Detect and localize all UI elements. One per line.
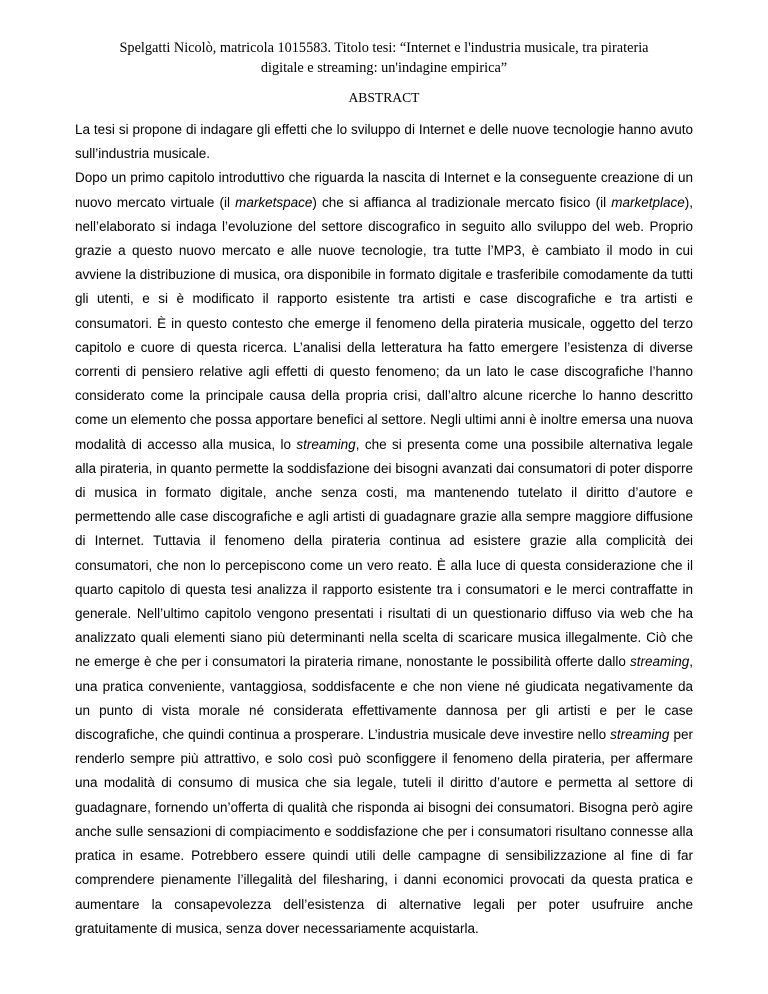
paragraph-2-text: ), nell’elaborato si indaga l’evoluzione del settore discografico in seguito allo sviluppo del web. Proprio grazie a questo nuovo mercato e alle nuove tecnologie, tra tutte l’MP3, è cambiato il modo in cui avviene la distribuzione di musica, ora disponibile in formato digitale e trasferibile comodamente da tutti gli utenti, e si è modificato il rapporto esistente tra artisti e case discografiche e tra artisti e consumatori. È in questo contesto che emerge il fenomeno della pirateria musicale, oggetto del terzo capitolo e cuore di questa ricerca. L’analisi della letteratura ha fatto emergere l’esistenza di diverse correnti di pensiero relative agli effetti di questo fenomeno; da un lato le case discografiche l’hanno considerato come la principale causa della propria crisi, dall’altro alcune ricerche lo hanno descritto come un elemento che possa apportare benefici al settore. Negli ultimi anni è inoltre emersa una nuova modalità di accesso alla musica, lo	[75, 194, 693, 452]
emphasis-streaming: streaming	[629, 654, 690, 670]
header-line-1: Spelgatti Nicolò, matricola 1015583. Titolo tesi: “Internet e l'industria musicale, tra pirateria	[119, 40, 649, 56]
paragraph-1: La tesi si propone di indagare gli effetti che lo sviluppo di Internet e delle nuove tecnologie hanno avuto sull’industria musicale.	[75, 122, 693, 162]
paragraph-2-text: per renderlo sempre più attrattivo, e solo così può sconfiggere il fenomeno della pirateria, per affermare una modalità di consumo di musica che sia legale, tuteli il diritto d’autore e permetta al settore di guadagnare, fornendo un’offerta di qualità che risponda ai bisogni dei consumatori. Bisogna però agire anche sulle sensazioni di compiacimento e soddisfazione che per i consumatori risultano connesse alla pratica in esame. Potrebbero essere quindi utili delle campagne di sensibilizzazione al fine di far comprendere pienamente l’illegalità del filesharing, i danni economici provocati da questa pratica e aumentare la consapevolezza dell’esistenza di alternative legali per poter usufruire anche gratuitamente di musica, senza dover necessariamente acquistarla.	[75, 727, 693, 936]
paragraph-2	[75, 166, 693, 941]
emphasis-marketspace: marketspace	[235, 194, 313, 210]
emphasis-streaming: streaming	[610, 727, 670, 743]
header-line-2: digitale e streaming: un'indagine empirica”	[260, 60, 508, 76]
abstract-body	[75, 118, 693, 941]
paragraph-2-text: , che si presenta come una possibile alternativa legale alla pirateria, in quanto permette la soddisfazione dei bisogni avanzati dai consumatori di poter disporre di musica in formato digitale, anche senza costi, ma mantenendo tutelato il diritto d’autore e permettendo alle case discografiche e agli artisti di guadagnare grazie alla sempre maggiore diffusione di Internet. Tuttavia il fenomeno della pirateria continua ad esistere grazie alla complicità dei consumatori, che non lo percepiscono come un vero reato. È alla luce di questa considerazione che il quarto capitolo di questa tesi analizza il rapporto esistente tra i consumatori e le merci contraffatte in generale. Nell’ultimo capitolo vengono presentati i risultati di un questionario diffuso via web che ha analizzato quali elementi siano più determinanti nella scelta di scaricare musica illegalmente. Ciò che ne emerge è che per i consumatori la pirateria rimane, nonostante le possibilità offerte dallo	[75, 436, 693, 670]
paragraph-2-text: Dopo un primo capitolo introduttivo che riguarda la nascita di Internet e la conseguente creazione di un nuovo mercato virtuale (il	[75, 170, 693, 210]
paragraph-2-text: ) che si affianca al tradizionale mercato fisico (il	[312, 194, 612, 210]
emphasis-marketplace: marketplace	[611, 194, 685, 210]
section-title: ABSTRACT	[348, 90, 420, 105]
emphasis-streaming: streaming	[296, 436, 356, 452]
paragraph-2-text: , una pratica conveniente, vantaggiosa, soddisfacente e che non viene né giudicata negativamente da un punto di vista morale né considerata effettivamente dannosa per gli artisti e per le case discografiche, che quindi continua a prosperare. L’industria musicale deve investire nello	[75, 654, 693, 743]
document-header	[60, 38, 708, 78]
